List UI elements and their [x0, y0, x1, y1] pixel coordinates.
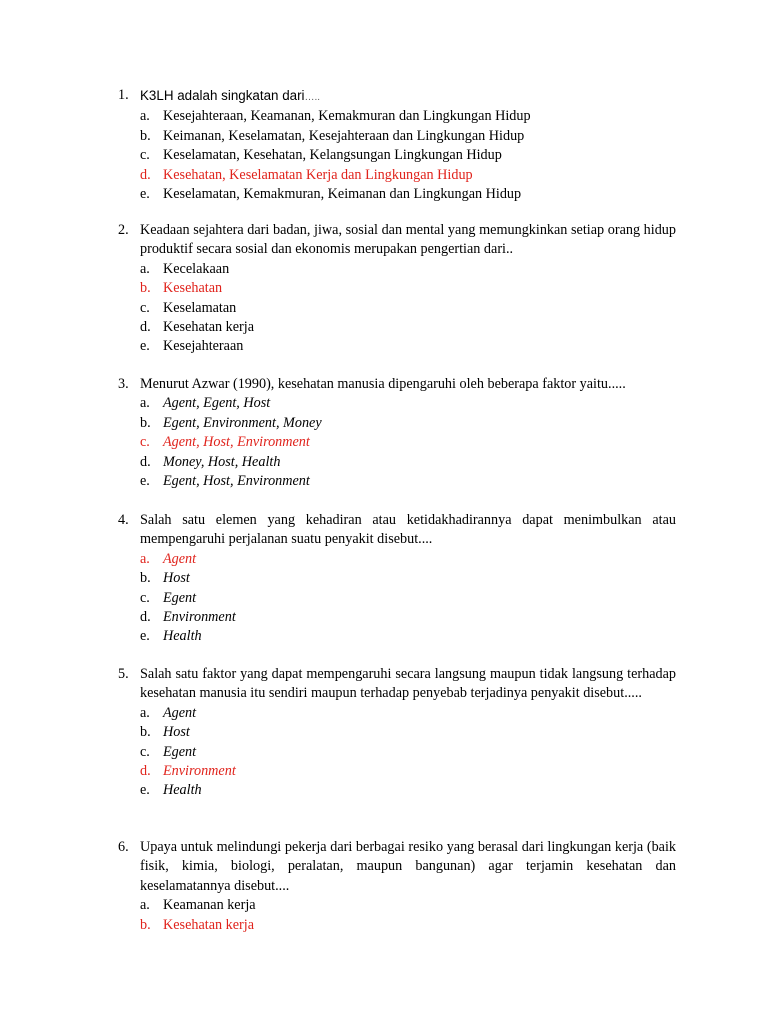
- option-c: [118, 743, 676, 762]
- option-letter: c.: [140, 434, 150, 451]
- option-b-correct-answer: [118, 916, 676, 935]
- option-e: [118, 781, 676, 800]
- question-text: Menurut Azwar (1990), kesehatan manusia dipengaruhi oleh beberapa faktor yaitu.....: [140, 376, 626, 392]
- option-a: [118, 896, 676, 915]
- option-text: Kesehatan kerja: [163, 319, 254, 336]
- option-text: Keamanan kerja: [163, 897, 256, 914]
- option-letter: a.: [140, 704, 150, 721]
- option-letter: d.: [140, 319, 151, 336]
- option-a: [118, 260, 676, 279]
- option-text: Kecelakaan: [163, 260, 230, 277]
- option-letter: e.: [140, 473, 150, 490]
- question-6-stem: [118, 838, 676, 896]
- option-e: [118, 627, 676, 646]
- question-5: [118, 665, 676, 801]
- option-text: Kesehatan, Keselamatan Kerja dan Lingkungan Hidup: [163, 166, 473, 183]
- options-list: [118, 394, 676, 491]
- option-e: [118, 337, 676, 356]
- option-letter: d.: [140, 763, 151, 780]
- question-text: Salah satu elemen yang kehadiran atau ketidakhadirannya dapat menimbulkan atau mempengaruhi perjalanan suatu penyakit disebut....: [140, 512, 676, 548]
- option-letter: b.: [140, 414, 151, 431]
- option-letter: e.: [140, 338, 150, 355]
- option-text: Health: [163, 628, 202, 645]
- option-letter: a.: [140, 260, 150, 277]
- option-letter: b.: [140, 724, 151, 741]
- option-d: [118, 318, 676, 337]
- question-text-main: K3LH adalah singkatan dari: [140, 88, 305, 103]
- option-c: [118, 299, 676, 318]
- option-text: Agent: [163, 704, 197, 721]
- option-letter: a.: [140, 550, 150, 567]
- option-b: [118, 569, 676, 588]
- option-e: [118, 472, 676, 491]
- option-text: Kesehatan: [163, 280, 223, 297]
- option-text: Money, Host, Health: [163, 453, 281, 470]
- option-c: [118, 146, 676, 165]
- option-d-correct-answer: [118, 166, 676, 185]
- question-text: Keadaan sejahtera dari badan, jiwa, sosial dan mental yang memungkinkan setiap orang hidup produktif secara sosial dan ekonomis merupakan pengertian dari..: [140, 222, 676, 258]
- option-letter: b.: [140, 127, 151, 144]
- question-6: [118, 838, 676, 935]
- option-text: Host: [163, 724, 190, 741]
- option-letter: e.: [140, 628, 150, 645]
- option-b: [118, 723, 676, 742]
- option-e: [118, 185, 676, 204]
- option-text: Keselamatan, Kemakmuran, Keimanan dan Lingkungan Hidup: [163, 186, 522, 203]
- question-number: 5.: [118, 666, 129, 682]
- question-2-stem: [118, 221, 676, 260]
- option-letter: c.: [140, 743, 150, 760]
- options-list: [118, 896, 676, 935]
- option-a: [118, 704, 676, 723]
- option-text: Kesehatan kerja: [163, 916, 254, 933]
- option-text: Agent, Egent, Host: [163, 395, 271, 412]
- option-letter: d.: [140, 166, 151, 183]
- option-text: Egent, Environment, Money: [163, 414, 322, 431]
- option-c-correct-answer: [118, 433, 676, 452]
- option-text: Egent, Host, Environment: [163, 473, 310, 490]
- option-letter: c.: [140, 147, 150, 164]
- option-a: [118, 394, 676, 413]
- question-4: [118, 511, 676, 647]
- option-a-correct-answer: [118, 550, 676, 569]
- option-text: Kesejahteraan, Keamanan, Kemakmuran dan Lingkungan Hidup: [163, 108, 531, 125]
- option-text: Environment: [163, 609, 236, 626]
- option-letter: e.: [140, 782, 150, 799]
- options-list: [118, 260, 676, 357]
- option-text: Keimanan, Keselamatan, Kesejahteraan dan Lingkungan Hidup: [163, 127, 525, 144]
- question-number: 1.: [118, 87, 129, 103]
- question-number: 2.: [118, 222, 129, 238]
- option-letter: c.: [140, 589, 150, 606]
- question-3: [118, 375, 676, 491]
- question-text: Upaya untuk melindungi pekerja dari berbagai resiko yang berasal dari lingkungan kerja (baik fisik, kimia, biologi, peralatan, maupun bangunan) agar terjamin kesehatan dan keselamatannya disebut....: [140, 839, 676, 894]
- option-b-correct-answer: [118, 279, 676, 298]
- question-number: 4.: [118, 512, 129, 528]
- option-letter: d.: [140, 453, 151, 470]
- question-2: [118, 221, 676, 357]
- option-d: [118, 453, 676, 472]
- option-text: Environment: [163, 763, 236, 780]
- option-text: Host: [163, 570, 190, 587]
- question-5-stem: [118, 665, 676, 704]
- option-b: [118, 127, 676, 146]
- question-number: 3.: [118, 376, 129, 392]
- options-list: [118, 107, 676, 204]
- option-letter: b.: [140, 280, 151, 297]
- option-letter: b.: [140, 916, 151, 933]
- question-1: [118, 86, 676, 204]
- option-letter: a.: [140, 897, 150, 914]
- option-letter: b.: [140, 570, 151, 587]
- option-text: Egent: [163, 589, 197, 606]
- options-list: [118, 704, 676, 801]
- option-text: Agent: [163, 550, 197, 567]
- option-d-correct-answer: [118, 762, 676, 781]
- option-text: Agent, Host, Environment: [163, 434, 310, 451]
- question-text: Salah satu faktor yang dapat mempengaruhi secara langsung maupun tidak langsung terhadap kesehatan manusia itu sendiri maupun terhadap penyebab terjadinya penyakit disebut.....: [140, 666, 676, 702]
- question-number: 6.: [118, 839, 129, 855]
- option-letter: d.: [140, 609, 151, 626]
- option-a: [118, 107, 676, 126]
- option-text: Kesejahteraan: [163, 338, 244, 355]
- option-letter: e.: [140, 186, 150, 203]
- option-b: [118, 414, 676, 433]
- question-trailing-dots: …..: [304, 92, 321, 103]
- option-c: [118, 589, 676, 608]
- option-letter: a.: [140, 108, 150, 125]
- question-3-stem: [118, 375, 676, 394]
- option-text: Keselamatan: [163, 299, 237, 316]
- question-text: [140, 86, 676, 107]
- option-letter: a.: [140, 395, 150, 412]
- option-letter: c.: [140, 299, 150, 316]
- options-list: [118, 550, 676, 647]
- option-text: Health: [163, 782, 202, 799]
- option-d: [118, 608, 676, 627]
- question-1-stem: [118, 86, 676, 107]
- option-text: Egent: [163, 743, 197, 760]
- option-text: Keselamatan, Kesehatan, Kelangsungan Lingkungan Hidup: [163, 147, 502, 164]
- question-4-stem: [118, 511, 676, 550]
